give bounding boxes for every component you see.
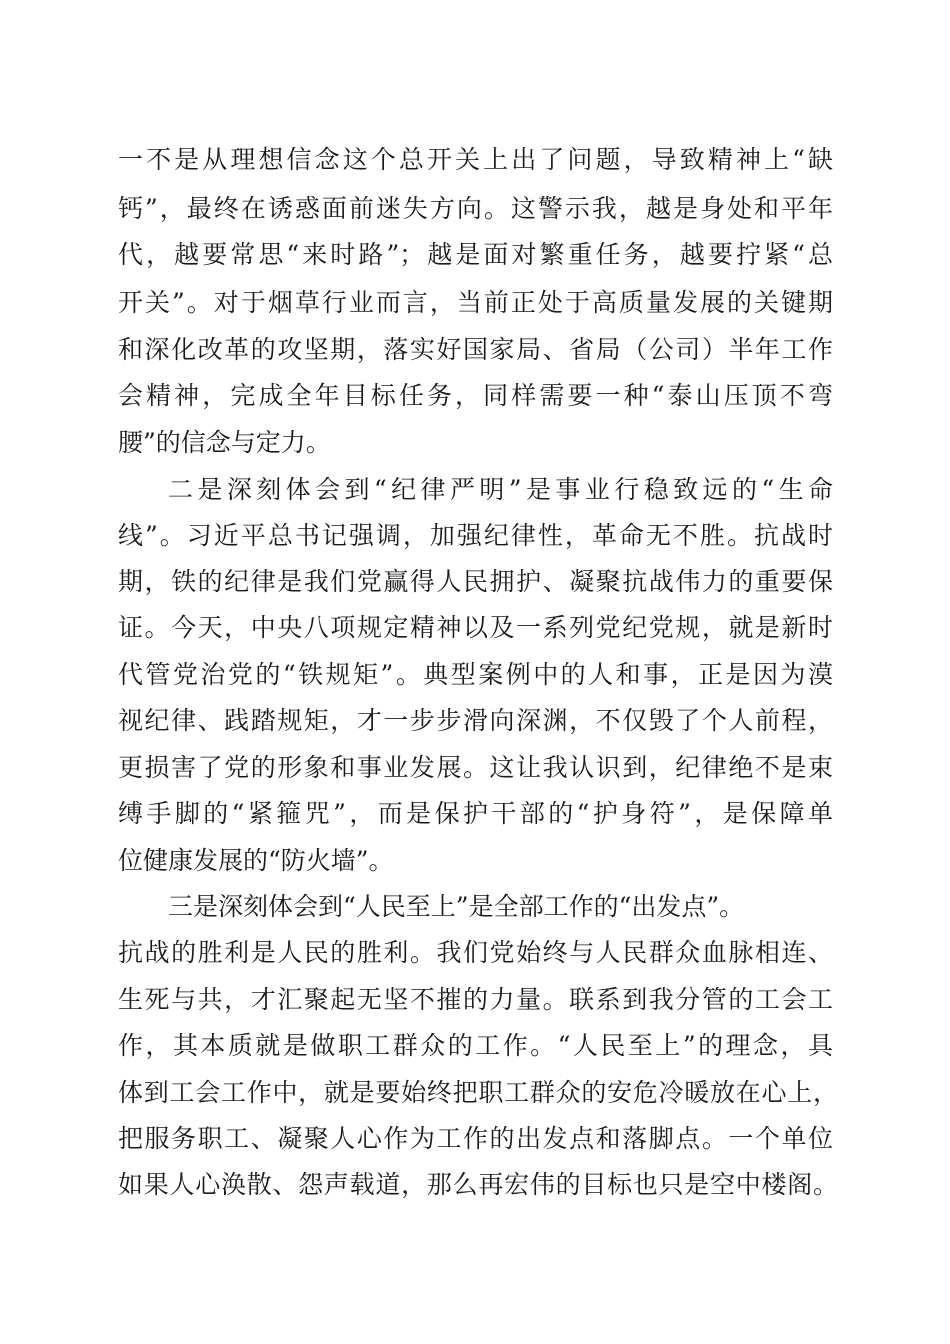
paragraph-2-line-6: 视纪律、践踏规矩，才一步步滑向深渊，不仅毁了个人前程， — [118, 706, 833, 735]
paragraph-2-line-8: 缚手脚的“紧箍咒”，而是保护干部的“护身符”，是保障单 — [118, 799, 833, 828]
paragraph-1-line-5: 和深化改革的攻坚期，落实好国家局、省局（公司）半年工作 — [118, 335, 833, 364]
paragraph-3-line-2: 抗战的胜利是人民的胜利。我们党始终与人民群众血脉相连、 — [118, 938, 833, 967]
paragraph-2-line-1: 二是深刻体会到“纪律严明”是事业行稳致远的“生命 — [168, 475, 833, 504]
paragraph-2-line-3: 期，铁的纪律是我们党赢得人民拥护、凝聚抗战伟力的重要保 — [118, 567, 833, 596]
paragraph-1-line-6: 会精神，完成全年目标任务，同样需要一种“泰山压顶不弯 — [118, 381, 833, 410]
paragraph-3-line-1: 三是深刻体会到“人民至上”是全部工作的“出发点”。 — [168, 892, 745, 921]
paragraph-3-line-7: 如果人心涣散、怨声载道，那么再宏伟的目标也只是空中楼阁。 — [118, 1170, 838, 1199]
paragraph-1-line-4: 开关”。对于烟草行业而言，当前正处于高质量发展的关键期 — [118, 288, 833, 317]
paragraph-2-line-5: 代管党治党的“铁规矩”。典型案例中的人和事，正是因为漠 — [118, 660, 833, 689]
paragraph-2-line-7: 更损害了党的形象和事业发展。这让我认识到，纪律绝不是束 — [118, 753, 833, 782]
paragraph-3-line-3: 生死与共，才汇聚起无坚不摧的力量。联系到我分管的工会工 — [118, 985, 833, 1014]
paragraph-2-line-2: 线”。习近平总书记强调，加强纪律性，革命无不胜。抗战时 — [118, 521, 833, 550]
paragraph-1-line-1: 一不是从理想信念这个总开关上出了问题，导致精神上“缺 — [118, 145, 833, 174]
paragraph-2-line-4: 证。今天，中央八项规定精神以及一系列党纪党规，就是新时 — [118, 613, 833, 642]
paragraph-3-line-5: 体到工会工作中，就是要始终把职工群众的安危冷暖放在心上， — [118, 1078, 838, 1107]
paragraph-2-line-9: 位健康发展的“防火墙”。 — [118, 846, 394, 875]
paragraph-3-line-6: 把服务职工、凝聚人心作为工作的出发点和落脚点。一个单位 — [118, 1124, 833, 1153]
paragraph-1-line-2: 钙”，最终在诱惑面前迷失方向。这警示我，越是身处和平年 — [118, 194, 833, 223]
paragraph-3-line-4: 作，其本质就是做职工群众的工作。“人民至上”的理念，具 — [118, 1031, 833, 1060]
paragraph-1-line-7: 腰”的信念与定力。 — [118, 428, 331, 457]
paragraph-1-line-3: 代，越要常思“来时路”；越是面对繁重任务，越要拧紧“总 — [118, 240, 833, 269]
